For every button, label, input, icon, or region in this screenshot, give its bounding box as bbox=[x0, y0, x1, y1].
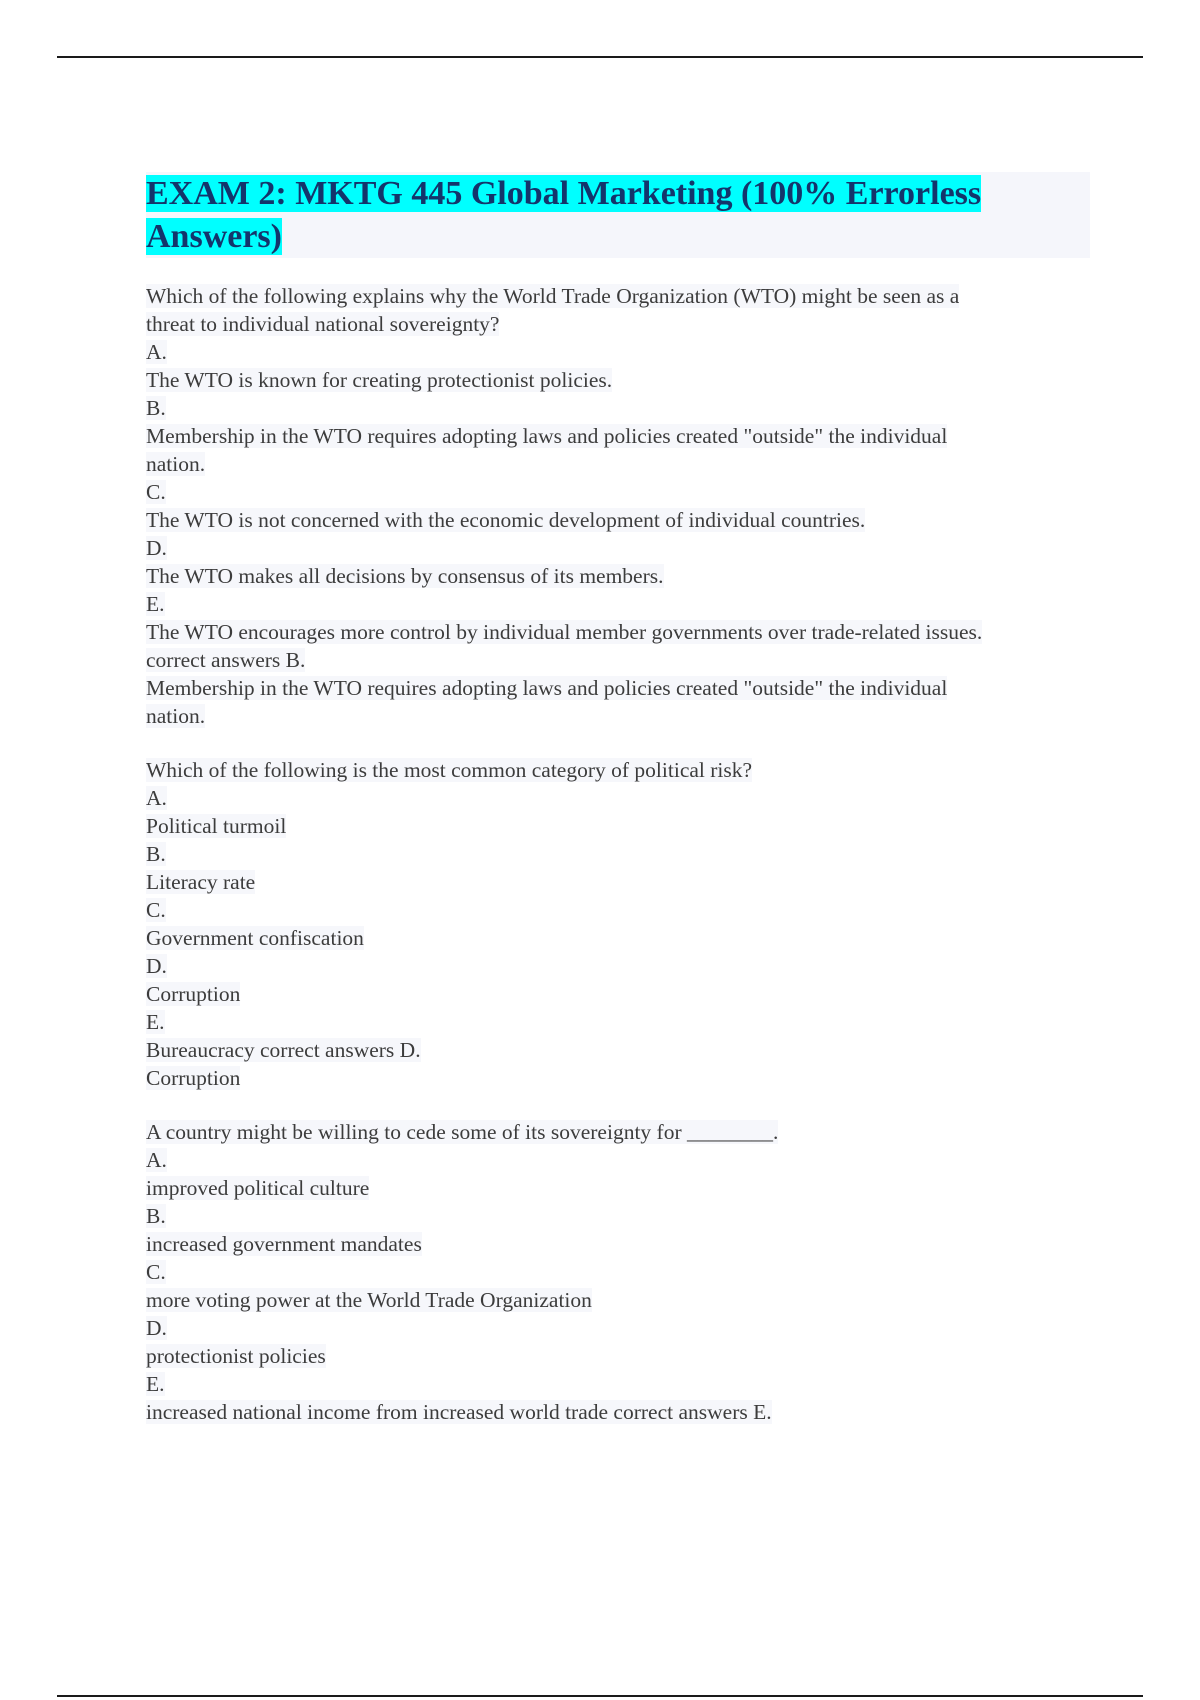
option-text: Government confiscation bbox=[146, 926, 364, 950]
question-3 bbox=[146, 1118, 1090, 1426]
question-2 bbox=[146, 756, 1090, 1092]
option-text: increased national income from increased world trade correct answers E. bbox=[146, 1400, 772, 1424]
document-body bbox=[146, 172, 1090, 1452]
option-text: Membership in the WTO requires adopting laws and policies created "outside" the individual bbox=[146, 424, 948, 448]
option-text: Political turmoil bbox=[146, 814, 287, 838]
option-letter: A. bbox=[146, 786, 167, 810]
option-letter: B. bbox=[146, 396, 166, 420]
option-text: Corruption bbox=[146, 982, 241, 1006]
option-letter: E. bbox=[146, 1010, 165, 1034]
question-text: Which of the following is the most common category of political risk? bbox=[146, 758, 753, 782]
answer-text: Membership in the WTO requires adopting laws and policies created "outside" the individual bbox=[146, 676, 948, 700]
option-letter: E. bbox=[146, 1372, 165, 1396]
option-text: improved political culture bbox=[146, 1176, 370, 1200]
question-text: threat to individual national sovereignty? bbox=[146, 312, 500, 336]
option-letter: D. bbox=[146, 954, 167, 978]
option-text: more voting power at the World Trade Organization bbox=[146, 1288, 592, 1312]
option-letter: C. bbox=[146, 1260, 166, 1284]
option-text: Literacy rate bbox=[146, 870, 256, 894]
question-text: A country might be willing to cede some of its sovereignty for ________. bbox=[146, 1120, 779, 1144]
option-text: The WTO is not concerned with the economic development of individual countries. bbox=[146, 508, 866, 532]
option-text: protectionist policies bbox=[146, 1344, 326, 1368]
title-highlight: EXAM 2: MKTG 445 Global Marketing (100% Errorless Answers) bbox=[146, 175, 982, 255]
option-text: The WTO encourages more control by individual member governments over trade-related issues. bbox=[146, 620, 983, 644]
question-1 bbox=[146, 282, 1090, 730]
option-letter: C. bbox=[146, 480, 166, 504]
option-text: Bureaucracy correct answers D. bbox=[146, 1038, 421, 1062]
top-rule bbox=[57, 56, 1143, 58]
option-letter: C. bbox=[146, 898, 166, 922]
option-text: The WTO makes all decisions by consensus of its members. bbox=[146, 564, 664, 588]
option-letter: E. bbox=[146, 592, 165, 616]
option-text: increased government mandates bbox=[146, 1232, 422, 1256]
option-letter: B. bbox=[146, 842, 166, 866]
option-text: The WTO is known for creating protectionist policies. bbox=[146, 368, 613, 392]
answer-text: nation. bbox=[146, 704, 206, 728]
option-letter: D. bbox=[146, 1316, 167, 1340]
answer-text: Corruption bbox=[146, 1066, 241, 1090]
option-letter: B. bbox=[146, 1204, 166, 1228]
option-text: nation. bbox=[146, 452, 206, 476]
title-block bbox=[146, 172, 1090, 258]
question-text: Which of the following explains why the World Trade Organization (WTO) might be seen as a bbox=[146, 284, 960, 308]
bottom-rule bbox=[57, 1695, 1143, 1697]
option-letter: D. bbox=[146, 536, 167, 560]
option-letter: A. bbox=[146, 1148, 167, 1172]
document-title bbox=[146, 172, 1090, 258]
option-letter: A. bbox=[146, 340, 167, 364]
correct-answer: correct answers B. bbox=[146, 648, 306, 672]
